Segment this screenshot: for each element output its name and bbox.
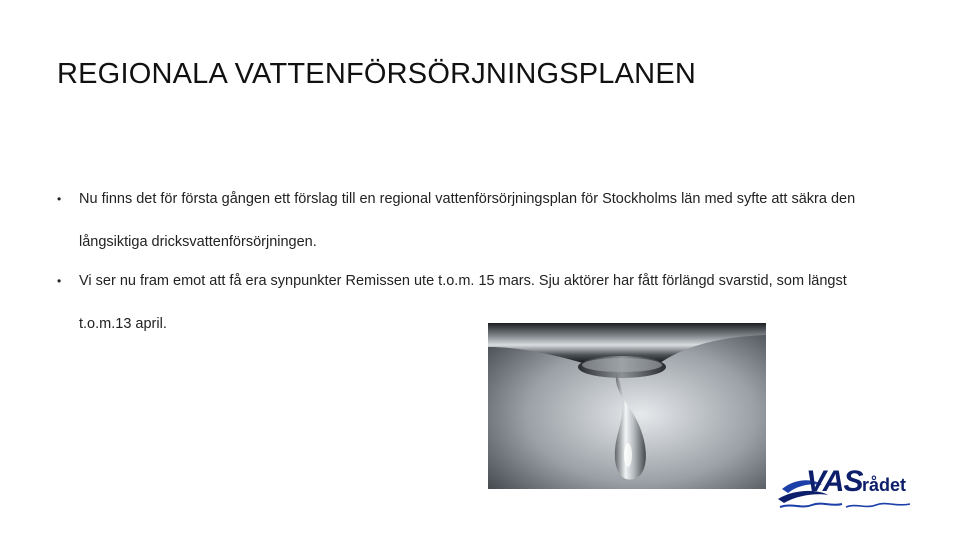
bullet-marker: •	[57, 274, 62, 288]
vasradet-logo	[776, 455, 920, 515]
bullet-marker: •	[57, 192, 62, 206]
slide-title: REGIONALA VATTENFÖRSÖRJNINGSPLANEN	[57, 58, 697, 90]
bullet-list	[57, 178, 887, 342]
bullet-text: Nu finns det för första gången ett förslag till en regional vattenförsörjningsplan för Stockholms län med syfte att säkra den långsiktiga dricksvattenförsörjningen.	[79, 191, 856, 250]
logo-brand-suffix: rådet	[862, 475, 907, 495]
faucet-water-drop-image	[488, 323, 766, 489]
bullet-item	[57, 178, 887, 264]
logo-brand-main: VAS	[806, 465, 863, 498]
bullet-text: Vi ser nu fram emot att få era synpunkter Remissen ute t.o.m. 15 mars. Sju aktörer har fått förlängd svarstid, som längst t.o.m.13 april.	[79, 273, 847, 332]
